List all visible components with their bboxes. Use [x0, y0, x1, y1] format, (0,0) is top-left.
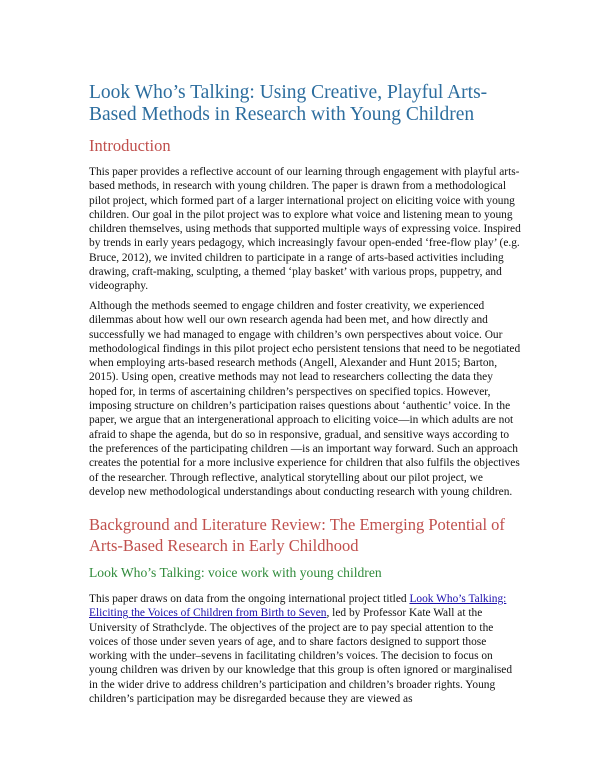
subsection-heading: Look Who’s Talking: voice work with young children	[89, 565, 382, 580]
introduction-heading: Introduction	[89, 136, 171, 155]
background-heading: Background and Literature Review: The Emerging Potential of Arts-Based Research in Early Childhood	[89, 515, 505, 555]
paragraph-text-after: , led by Professor Kate Wall at the University of Strathclyde. The objectives of the project are to pay special attention to the voices of those under seven years of age, and to share factors designed to support those working with the under–sevens in facilitating children’s voices. The decision to focus on young children was driven by our knowledge that this group is often ignored or marginalised in the wider drive to address children’s participation and children’s broader rights. Young children’s participation may be disregarded because they are viewed as	[89, 607, 513, 706]
background-paragraph	[89, 592, 521, 706]
introduction-paragraph-1: This paper provides a reflective account of our learning through engagement with playful arts-based methods, in research with young children. The paper is drawn from a methodological pilot project, which formed part of a larger international project on eliciting voice with young children. Our goal in the pilot project was to explore what voice and listening mean to young children themselves, using methods that supported multiple ways of expressing voice. Inspired by trends in early years pedagogy, which increasingly favour open-ended ‘free-flow play’ (e.g. Bruce, 2012), we invited children to participate in a range of arts-based activities including drawing, craft-making, sculpting, a themed ‘play basket’ with various props, puppetry, and videography.	[89, 166, 521, 293]
introduction-paragraph-2: Although the methods seemed to engage children and foster creativity, we experienced dilemmas about how well our own research agenda had been met, and how directly and successfully we had managed to engage with children’s own perspectives about voice. Our methodological findings in this pilot project echo persistent tensions that need to be negotiated when employing arts-based research methods (Angell, Alexander and Hunt 2015; Barton, 2015). Using open, creative methods may not lead to researchers collecting the data they hoped for, in terms of ascertaining children’s perspectives on specified topics. However, imposing structure on children’s participation raises questions about ‘authentic’ voice. In the paper, we argue that an intergenerational approach to eliciting voice—in which adults are not afraid to shape the agenda, but do so in responsive, gradual, and sensitive ways according to the preferences of the participating children —is an important way forward. Such an approach creates the potential for a more inclusive experience for children that also fulfils the objectives of the researcher. Through reflective, analytical storytelling about our pilot project, we develop new methodological understandings about conducting research with young children.	[89, 300, 521, 498]
project-link[interactable]: Look Who’s Talking: Eliciting the Voices of Children from Birth to Seven	[89, 593, 507, 620]
paper-title: Look Who’s Talking: Using Creative, Playful Arts-Based Methods in Research with Young Children	[89, 82, 488, 125]
paragraph-text-before: This paper draws on data from the ongoing international project titled	[89, 593, 410, 605]
